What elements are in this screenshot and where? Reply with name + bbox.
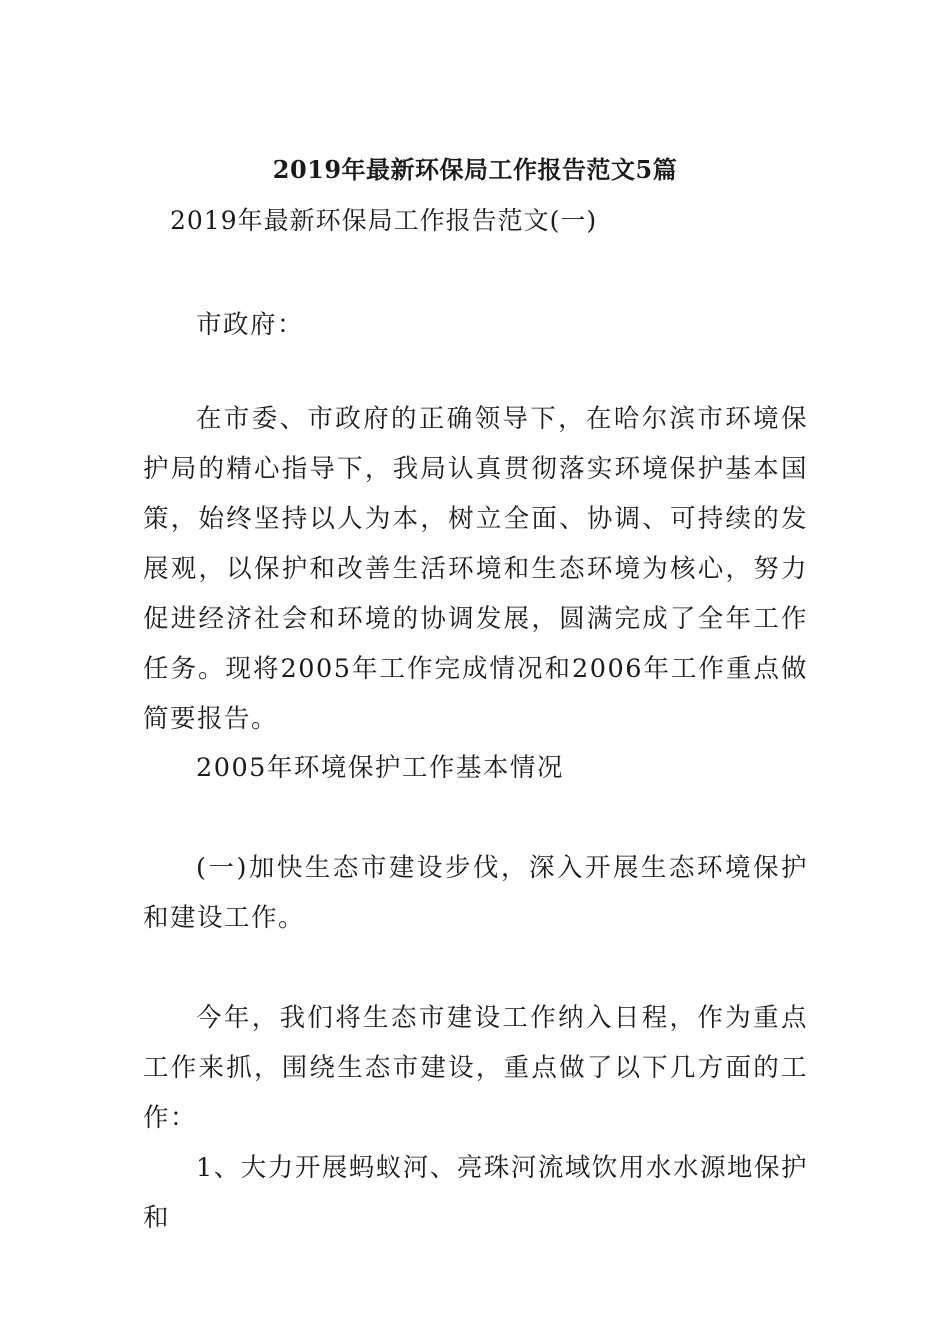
document-subtitle: 2019年最新环保局工作报告范文(一) bbox=[170, 206, 598, 235]
item-one-paragraph: 1、大力开展蚂蚁河、亮珠河流域饮用水水源地保护和 bbox=[143, 1153, 808, 1233]
addressee-paragraph: 市政府： bbox=[196, 310, 305, 340]
section-heading: 2005年环境保护工作基本情况 bbox=[196, 753, 564, 783]
section-one-paragraph: (一)加快生态市建设步伐，深入开展生态环境保护和建设工作。 bbox=[143, 853, 808, 933]
document-title: 2019年最新环保局工作报告范文5篇 bbox=[272, 155, 678, 184]
this-year-paragraph: 今年，我们将生态市建设工作纳入日程，作为重点工作来抓，围绕生态市建设，重点做了以下几方面的工作： bbox=[143, 1003, 808, 1133]
intro-paragraph: 在市委、市政府的正确领导下，在哈尔滨市环境保护局的精心指导下，我局认真贯彻落实环境保护基本国策，始终坚持以人为本，树立全面、协调、可持续的发展观，以保护和改善生活环境和生态环境为核心，努力促进经济社会和环境的协调发展，圆满完成了全年工作任务。现将2005年工作完成情况和2006年工作重点做简要报告。 bbox=[143, 404, 808, 734]
